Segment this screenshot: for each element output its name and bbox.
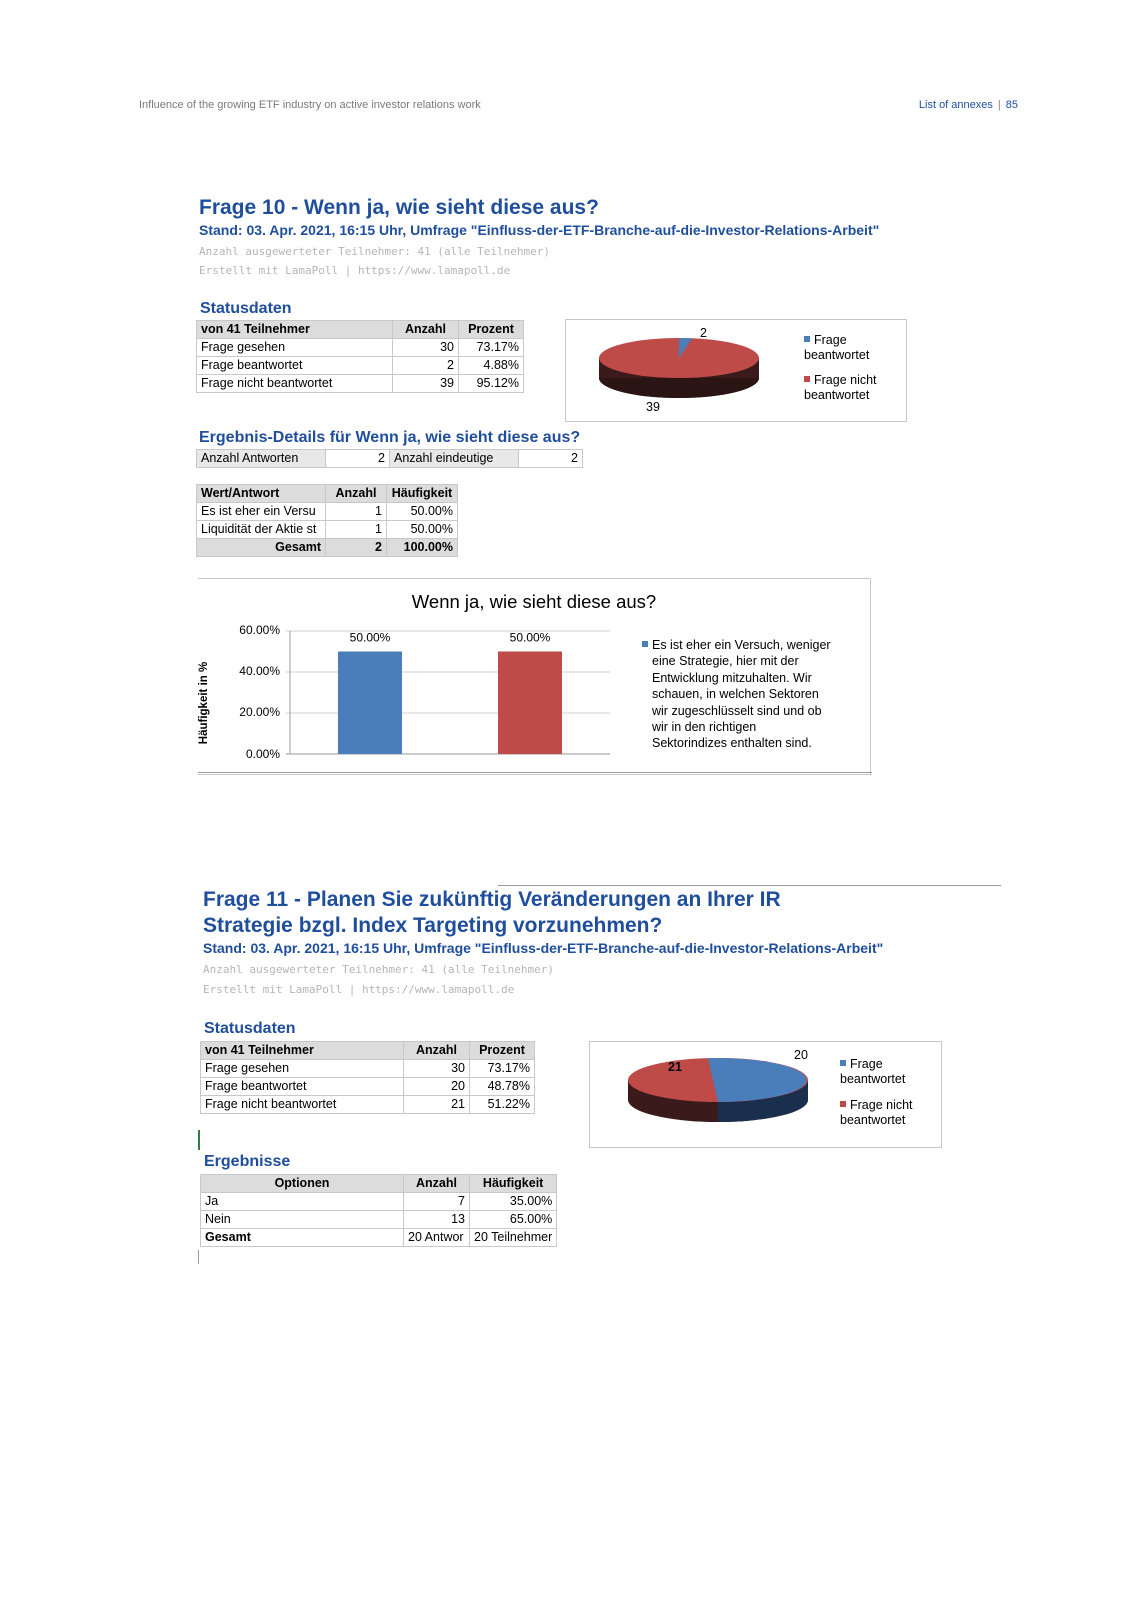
bar-2: [498, 652, 562, 755]
running-head-title: Influence of the growing ETF industry on active investor relations work: [139, 99, 481, 111]
cell: 1: [326, 521, 387, 539]
cell: 73.17%: [459, 339, 524, 357]
q11-title-line2: Strategie bzgl. Index Targeting vorzunehmen?: [203, 914, 663, 937]
pie-legend-answered: [804, 333, 904, 363]
table-row: [201, 1096, 535, 1114]
header-cell: Optionen: [201, 1175, 404, 1193]
legend-swatch: [804, 376, 810, 382]
legend-line: schauen, in welchen Sektoren: [652, 687, 819, 702]
table-total-row: [201, 1229, 557, 1247]
cell: Nein: [201, 1211, 404, 1229]
q11-status-title: Statusdaten: [204, 1020, 296, 1037]
q11-meta-count: Anzahl ausgewerteter Teilnehmer: 41 (alle Teilnehmer): [203, 963, 554, 976]
table-header-row: [197, 321, 524, 339]
q10-title: Frage 10 - Wenn ja, wie sieht diese aus?: [199, 196, 599, 219]
left-rule: [198, 1250, 199, 1264]
cell: Ja: [201, 1193, 404, 1211]
table-row: [201, 1211, 557, 1229]
cell: 50.00%: [387, 521, 458, 539]
cell: 4.88%: [459, 357, 524, 375]
legend-line: wir zugeschlüsselt sind und ob: [652, 703, 822, 718]
bar-data-label: 50.00%: [349, 630, 391, 645]
ytick-label: 0.00%: [245, 747, 280, 761]
cell: 2: [326, 450, 390, 468]
q11-top-rule: [498, 885, 1001, 886]
table-row: [197, 521, 458, 539]
header-cell: Anzahl: [326, 485, 387, 503]
legend-line: eine Strategie, hier mit der: [652, 654, 799, 669]
section-name: List of annexes: [918, 99, 993, 111]
table-row: [201, 1060, 535, 1078]
cell: 100.00%: [387, 539, 458, 557]
ytick-label: 60.00%: [239, 623, 280, 637]
cursor-mark: [198, 1130, 200, 1150]
separator: |: [997, 99, 1001, 111]
cell: 2: [326, 539, 387, 557]
cell: Liquidität der Aktie st: [197, 521, 326, 539]
cell: 7: [404, 1193, 470, 1211]
pie-legend-answered: [840, 1057, 940, 1087]
cell: Frage nicht beantwortet: [201, 1096, 404, 1114]
legend-swatch: [840, 1060, 846, 1066]
pie-label-not-answered: 39: [646, 400, 660, 414]
legend-line: Entwicklung mitzuhalten. Wir: [652, 670, 812, 685]
cell: 30: [393, 339, 459, 357]
page-number: 85: [1005, 99, 1018, 111]
q11-stand: Stand: 03. Apr. 2021, 16:15 Uhr, Umfrage "Einfluss-der-ETF-Branche-auf-die-Investor-Relations-Arbeit": [203, 940, 884, 956]
q11-results-table: [200, 1174, 557, 1247]
legend-swatch: [642, 641, 648, 647]
q10-status-pie-box: [565, 319, 907, 422]
cell: 20: [404, 1078, 470, 1096]
q11-title-line1: Frage 11 - Planen Sie zukünftig Veränderungen an Ihrer IR: [203, 888, 781, 911]
pie-label-answered: 20: [794, 1048, 808, 1062]
header-cell: Wert/Antwort: [197, 485, 326, 503]
legend-swatch: [840, 1101, 846, 1107]
table-header-row: [201, 1175, 557, 1193]
q10-status-title: Statusdaten: [200, 300, 292, 317]
table-header-row: [201, 1042, 535, 1060]
pie-legend-not-answered: [804, 373, 904, 403]
chart-legend: [642, 637, 872, 752]
cell: 13: [404, 1211, 470, 1229]
q10-details-table: [196, 449, 583, 468]
cell: 65.00%: [470, 1211, 557, 1229]
header-cell: von 41 Teilnehmer: [197, 321, 393, 339]
q10-stand: Stand: 03. Apr. 2021, 16:15 Uhr, Umfrage "Einfluss-der-ETF-Branche-auf-die-Investor-Relations-Arbeit": [199, 222, 880, 238]
cell: Frage beantwortet: [197, 357, 393, 375]
header-cell: Häufigkeit: [470, 1175, 557, 1193]
legend-line: [642, 637, 872, 653]
legend-text: Es ist eher ein Versuch, weniger: [652, 638, 831, 652]
header-cell: Prozent: [470, 1042, 535, 1060]
table-row: [197, 450, 583, 468]
cell: Frage nicht beantwortet: [197, 375, 393, 393]
table-row: [197, 357, 524, 375]
bar-data-label: 50.00%: [509, 630, 551, 645]
cell: 2: [519, 450, 583, 468]
cell: 48.78%: [470, 1078, 535, 1096]
ytick-label: 40.00%: [239, 664, 280, 678]
pie-legend-not-answered: [840, 1098, 940, 1128]
cell: 1: [326, 503, 387, 521]
legend-line: Sektorindizes enthalten sind.: [652, 736, 812, 751]
cell: 95.12%: [459, 375, 524, 393]
cell: 2: [393, 357, 459, 375]
cell: Frage gesehen: [201, 1060, 404, 1078]
pie-label-not-answered: 21: [668, 1060, 682, 1074]
table-row: [201, 1078, 535, 1096]
table-total-row: [197, 539, 458, 557]
legend-label: Frage nicht beantwortet: [804, 373, 877, 402]
legend-label: Frage beantwortet: [840, 1057, 906, 1086]
cell: Frage beantwortet: [201, 1078, 404, 1096]
bar-1: [338, 652, 402, 755]
table-header-row: [197, 485, 458, 503]
cell: 51.22%: [470, 1096, 535, 1114]
cell: Gesamt: [201, 1229, 404, 1247]
cell: Gesamt: [197, 539, 326, 557]
cell: Anzahl Antworten: [197, 450, 326, 468]
pie-side-shade: [599, 378, 759, 398]
ytick-label: 20.00%: [239, 705, 280, 719]
header-cell: Anzahl: [404, 1042, 470, 1060]
chart-title: Wenn ja, wie sieht diese aus?: [411, 591, 657, 612]
legend-label: Frage nicht beantwortet: [840, 1098, 913, 1127]
header-cell: Anzahl: [393, 321, 459, 339]
q10-bar-chart-box: [198, 578, 871, 775]
cell: 20 Teilnehmer: [470, 1229, 557, 1247]
chart-ylabel: Häufigkeit in %: [198, 661, 210, 745]
legend-line: wir in den richtigen: [652, 720, 757, 735]
chart-bottom-rule: [198, 772, 872, 773]
q11-status-pie-box: [589, 1041, 942, 1148]
q11-meta-created: Erstellt mit LamaPoll | https://www.lamapoll.de: [203, 983, 515, 996]
table-row: [197, 503, 458, 521]
table-row: [201, 1193, 557, 1211]
cell: Frage gesehen: [197, 339, 393, 357]
pie-label-answered: 2: [700, 326, 707, 340]
q10-meta-created: Erstellt mit LamaPoll | https://www.lamapoll.de: [199, 264, 511, 277]
q11-results-title: Ergebnisse: [204, 1153, 291, 1170]
q10-status-table: [196, 320, 524, 393]
cell: 35.00%: [470, 1193, 557, 1211]
table-row: [197, 375, 524, 393]
cell: Anzahl eindeutige: [390, 450, 519, 468]
cell: 39: [393, 375, 459, 393]
cell: Es ist eher ein Versu: [197, 503, 326, 521]
header-cell: Häufigkeit: [387, 485, 458, 503]
header-cell: Anzahl: [404, 1175, 470, 1193]
legend-swatch: [804, 336, 810, 342]
cell: 21: [404, 1096, 470, 1114]
cell: 73.17%: [470, 1060, 535, 1078]
header-cell: Prozent: [459, 321, 524, 339]
cell: 20 Antwor: [404, 1229, 470, 1247]
cell: 30: [404, 1060, 470, 1078]
q10-answers-table: [196, 484, 458, 557]
running-head-section: [919, 99, 1018, 111]
table-row: [197, 339, 524, 357]
header-cell: von 41 Teilnehmer: [201, 1042, 404, 1060]
q10-meta-count: Anzahl ausgewerteter Teilnehmer: 41 (alle Teilnehmer): [199, 245, 550, 258]
cell: 50.00%: [387, 503, 458, 521]
q10-details-title: Ergebnis-Details für Wenn ja, wie sieht diese aus?: [199, 429, 581, 446]
q11-status-table: [200, 1041, 535, 1114]
legend-label: Frage beantwortet: [804, 333, 870, 362]
